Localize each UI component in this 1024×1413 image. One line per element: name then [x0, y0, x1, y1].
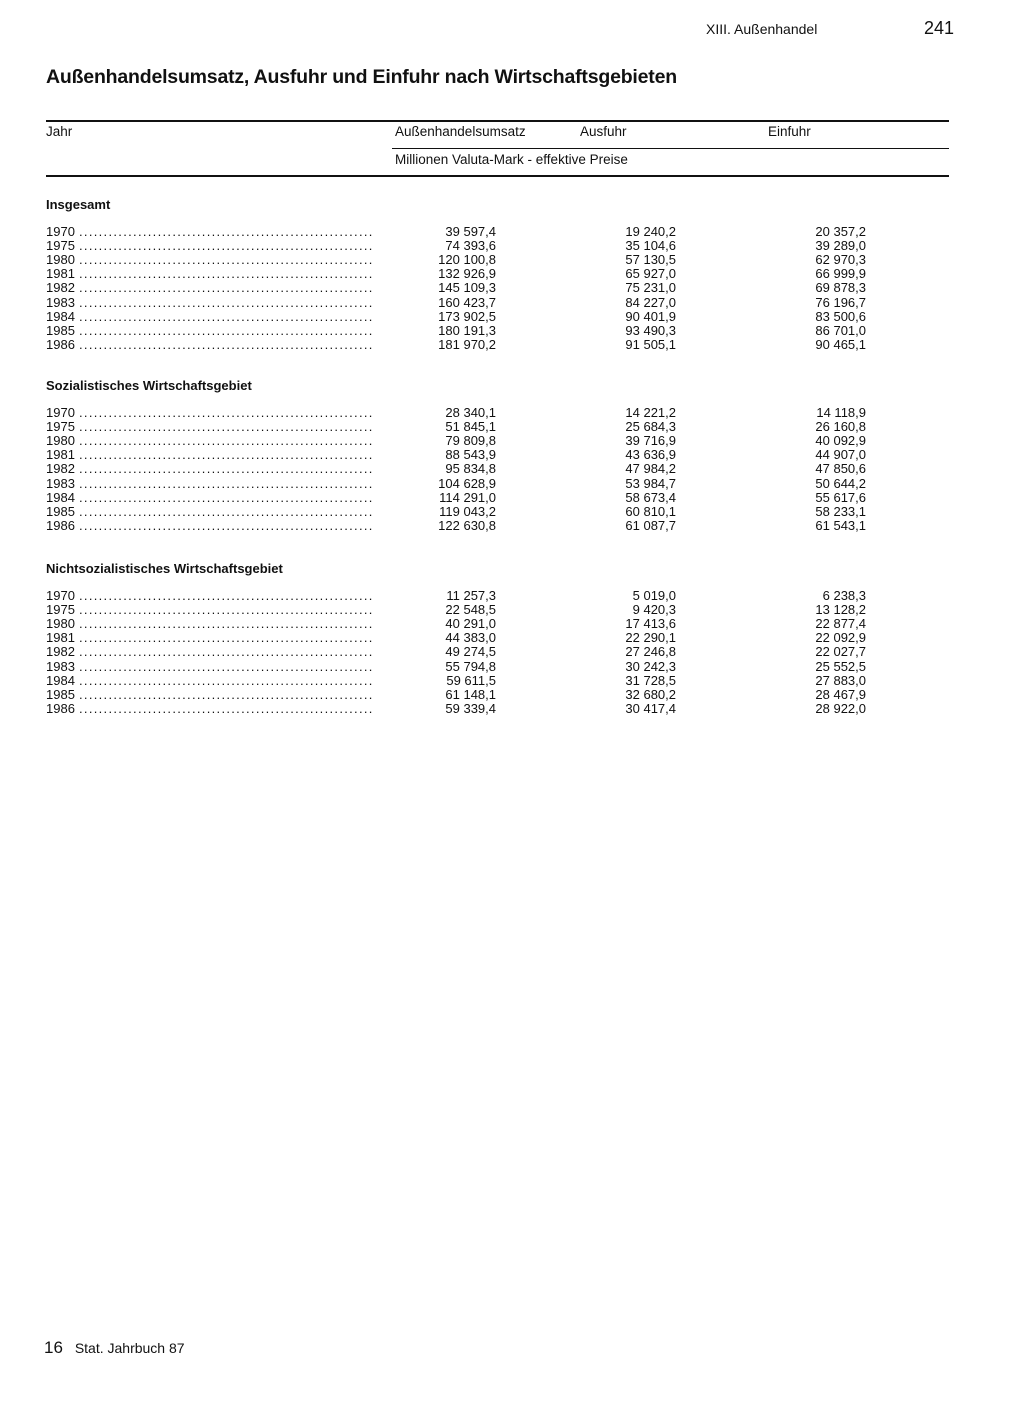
import-cell: 58 233,1	[815, 503, 866, 519]
import-cell: 76 196,7	[815, 294, 866, 310]
export-cell: 65 927,0	[625, 266, 676, 282]
export-cell: 90 401,9	[625, 308, 676, 324]
year-cell: 1986	[46, 700, 75, 716]
year-cell: 1982	[46, 461, 75, 477]
leader-dots: ............................................................	[79, 239, 374, 254]
total-cell: 79 809,8	[445, 433, 496, 449]
leader-dots: ............................................................	[79, 673, 374, 688]
import-cell: 47 850,6	[815, 461, 866, 477]
year-cell: 1970	[46, 224, 75, 239]
total-cell: 39 597,4	[445, 224, 496, 239]
export-cell: 17 413,6	[625, 616, 676, 632]
table-row	[46, 322, 866, 338]
leader-dots: ............................................................	[79, 659, 374, 674]
leader-dots: ............................................................	[79, 295, 374, 310]
table-row	[46, 630, 866, 646]
export-cell: 47 984,2	[625, 461, 676, 477]
header-import: Einfuhr	[768, 124, 811, 139]
footer-text: Stat. Jahrbuch 87	[74, 1340, 185, 1356]
leader-dots: ............................................................	[79, 462, 374, 477]
table-row	[46, 658, 866, 674]
year-cell: 1986	[46, 336, 75, 352]
import-cell: 25 552,5	[815, 658, 866, 674]
table-row	[46, 517, 866, 533]
export-cell: 91 505,1	[625, 336, 676, 352]
total-cell: 11 257,3	[446, 588, 496, 603]
total-cell: 88 543,9	[445, 447, 496, 463]
year-cell: 1980	[46, 252, 75, 268]
export-cell: 58 673,4	[625, 489, 676, 505]
year-cell: 1986	[46, 517, 75, 533]
leader-dots: ............................................................	[79, 434, 374, 449]
total-cell: 132 926,9	[438, 266, 496, 282]
export-cell: 43 636,9	[625, 447, 676, 463]
table-row	[46, 280, 866, 296]
total-cell: 59 339,4	[445, 700, 496, 716]
leader-dots: ............................................................	[79, 406, 374, 420]
chapter-heading: XIII. Außenhandel	[706, 21, 818, 37]
leader-dots: ............................................................	[79, 701, 374, 716]
section-title: Insgesamt	[46, 197, 111, 212]
total-cell: 104 628,9	[438, 475, 496, 491]
import-cell: 13 128,2	[815, 602, 866, 618]
header-export: Ausfuhr	[580, 124, 627, 139]
export-cell: 25 684,3	[625, 419, 676, 435]
total-cell: 181 970,2	[438, 336, 496, 352]
import-cell: 86 701,0	[815, 322, 866, 338]
leader-dots: ............................................................	[79, 603, 374, 618]
table-row	[46, 700, 866, 716]
total-cell: 28 340,1	[445, 405, 496, 420]
leader-dots: ............................................................	[79, 490, 374, 505]
export-cell: 14 221,2	[625, 405, 676, 420]
import-cell: 69 878,3	[815, 280, 866, 296]
import-cell: 6 238,3	[822, 588, 866, 603]
import-cell: 66 999,9	[815, 266, 866, 282]
year-cell: 1981	[46, 630, 75, 646]
unit-label: Millionen Valuta-Mark - effektive Preise	[395, 152, 628, 167]
year-cell: 1982	[46, 280, 75, 296]
year-cell: 1985	[46, 322, 75, 338]
table-row	[46, 644, 866, 660]
table-row	[46, 686, 866, 702]
total-cell: 122 630,8	[438, 517, 496, 533]
leader-dots: ............................................................	[79, 589, 374, 603]
section-title: Nichtsozialistisches Wirtschaftsgebiet	[46, 561, 283, 576]
export-cell: 30 242,3	[625, 658, 676, 674]
table-row	[46, 308, 866, 324]
total-cell: 120 100,8	[438, 252, 496, 268]
year-cell: 1975	[46, 419, 75, 435]
total-cell: 119 043,2	[439, 503, 496, 519]
year-cell: 1975	[46, 238, 75, 254]
export-cell: 60 810,1	[625, 503, 676, 519]
export-cell: 35 104,6	[625, 238, 676, 254]
leader-dots: ............................................................	[79, 645, 374, 660]
total-cell: 180 191,3	[438, 322, 496, 338]
import-cell: 28 467,9	[815, 686, 866, 702]
leader-dots: ............................................................	[79, 337, 374, 352]
leader-dots: ............................................................	[79, 476, 374, 491]
leader-dots: ............................................................	[79, 309, 374, 324]
table-row	[46, 266, 866, 282]
import-cell: 20 357,2	[815, 224, 866, 239]
table-row	[46, 616, 866, 632]
year-cell: 1984	[46, 308, 75, 324]
table-row	[46, 252, 866, 268]
export-cell: 93 490,3	[625, 322, 676, 338]
export-cell: 9 420,3	[632, 602, 676, 618]
leader-dots: ............................................................	[79, 267, 374, 282]
leader-dots: ............................................................	[79, 617, 374, 632]
total-cell: 160 423,7	[438, 294, 496, 310]
export-cell: 19 240,2	[625, 224, 676, 239]
year-cell: 1982	[46, 644, 75, 660]
export-cell: 84 227,0	[625, 294, 676, 310]
year-cell: 1980	[46, 616, 75, 632]
total-cell: 49 274,5	[445, 644, 496, 660]
leader-dots: ............................................................	[79, 448, 374, 463]
total-cell: 59 611,5	[446, 672, 496, 688]
import-cell: 26 160,8	[815, 419, 866, 435]
year-cell: 1983	[46, 294, 75, 310]
table-row	[46, 672, 866, 688]
leader-dots: ............................................................	[79, 253, 374, 268]
year-cell: 1983	[46, 658, 75, 674]
year-cell: 1984	[46, 672, 75, 688]
table-row	[46, 433, 866, 449]
total-cell: 145 109,3	[438, 280, 496, 296]
year-cell: 1975	[46, 602, 75, 618]
import-cell: 62 970,3	[815, 252, 866, 268]
year-cell: 1981	[46, 447, 75, 463]
total-cell: 55 794,8	[445, 658, 496, 674]
year-cell: 1985	[46, 686, 75, 702]
section-title: Sozialistisches Wirtschaftsgebiet	[46, 378, 252, 393]
total-cell: 61 148,1	[445, 686, 496, 702]
footer-number: 16	[44, 1338, 63, 1357]
table-row	[46, 447, 866, 463]
table-row	[46, 238, 866, 254]
import-cell: 40 092,9	[815, 433, 866, 449]
table-row	[46, 461, 866, 477]
import-cell: 14 118,9	[816, 405, 866, 420]
table-row	[46, 475, 866, 491]
export-cell: 27 246,8	[625, 644, 676, 660]
import-cell: 83 500,6	[815, 308, 866, 324]
page-title: Außenhandelsumsatz, Ausfuhr und Einfuhr nach Wirtschaftsgebieten	[46, 66, 677, 88]
import-cell: 90 465,1	[815, 336, 866, 352]
import-cell: 27 883,0	[815, 672, 866, 688]
table-row	[46, 602, 866, 618]
table-row	[46, 336, 866, 352]
table-row	[46, 489, 866, 505]
import-cell: 61 543,1	[815, 517, 866, 533]
export-cell: 5 019,0	[632, 588, 676, 603]
year-cell: 1970	[46, 588, 75, 603]
import-cell: 22 027,7	[815, 644, 866, 660]
table-row	[46, 405, 866, 420]
import-cell: 22 877,4	[815, 616, 866, 632]
table-row	[46, 503, 866, 519]
header-mid-rule	[392, 148, 949, 149]
table-row	[46, 224, 866, 239]
year-cell: 1983	[46, 475, 75, 491]
footer	[44, 1338, 185, 1358]
export-cell: 31 728,5	[625, 672, 676, 688]
leader-dots: ............................................................	[79, 504, 374, 519]
export-cell: 32 680,2	[625, 686, 676, 702]
year-cell: 1970	[46, 405, 75, 420]
import-cell: 50 644,2	[815, 475, 866, 491]
table-row	[46, 588, 866, 603]
total-cell: 44 383,0	[445, 630, 496, 646]
total-cell: 40 291,0	[445, 616, 496, 632]
table-top-rule	[46, 120, 949, 122]
import-cell: 44 907,0	[815, 447, 866, 463]
import-cell: 55 617,6	[815, 489, 866, 505]
year-cell: 1980	[46, 433, 75, 449]
export-cell: 75 231,0	[625, 280, 676, 296]
table-row	[46, 419, 866, 435]
leader-dots: ............................................................	[79, 323, 374, 338]
header-year: Jahr	[46, 124, 73, 139]
page-number: 241	[924, 18, 955, 38]
import-cell: 39 289,0	[815, 238, 866, 254]
leader-dots: ............................................................	[79, 420, 374, 435]
header-total: Außenhandelsumsatz	[395, 124, 526, 139]
leader-dots: ............................................................	[79, 225, 374, 239]
import-cell: 22 092,9	[815, 630, 866, 646]
total-cell: 74 393,6	[445, 238, 496, 254]
year-cell: 1981	[46, 266, 75, 282]
leader-dots: ............................................................	[79, 631, 374, 646]
leader-dots: ............................................................	[79, 281, 374, 296]
total-cell: 22 548,5	[445, 602, 496, 618]
export-cell: 30 417,4	[625, 700, 676, 716]
total-cell: 95 834,8	[445, 461, 496, 477]
year-cell: 1984	[46, 489, 75, 505]
year-cell: 1985	[46, 503, 75, 519]
leader-dots: ............................................................	[79, 518, 374, 533]
total-cell: 51 845,1	[445, 419, 496, 435]
table-header-bottom-rule	[46, 175, 949, 177]
export-cell: 53 984,7	[625, 475, 676, 491]
total-cell: 173 902,5	[438, 308, 496, 324]
leader-dots: ............................................................	[79, 687, 374, 702]
export-cell: 22 290,1	[625, 630, 676, 646]
export-cell: 57 130,5	[625, 252, 676, 268]
table-row	[46, 294, 866, 310]
export-cell: 61 087,7	[625, 517, 676, 533]
export-cell: 39 716,9	[625, 433, 676, 449]
total-cell: 114 291,0	[439, 489, 496, 505]
import-cell: 28 922,0	[815, 700, 866, 716]
